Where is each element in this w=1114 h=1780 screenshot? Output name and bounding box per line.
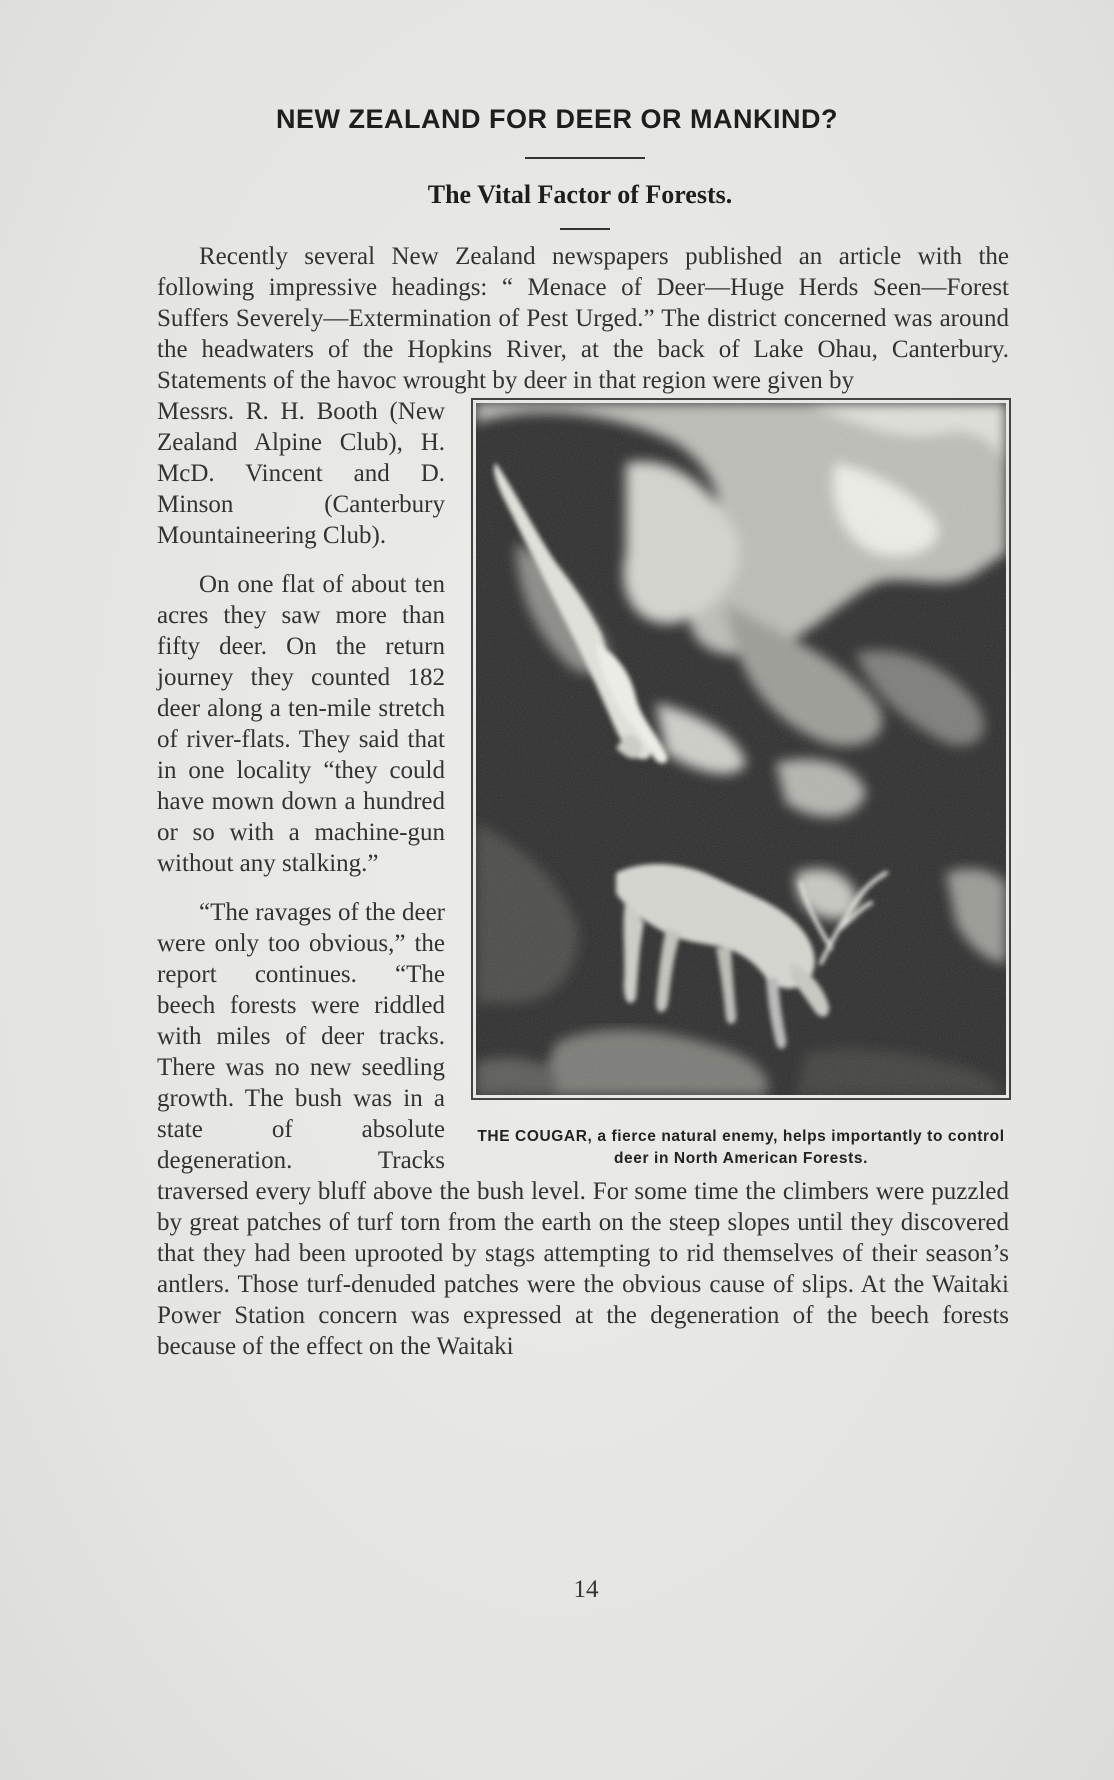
article-subtitle: The Vital Factor of Forests. <box>427 180 733 209</box>
cougar-figure <box>471 398 1011 1170</box>
paragraph-3: “The ravages of the deer were only too obvious,” the report continues. “The beech forests were riddled with miles of deer tracks. There was no new seedling growth. The bush was in a state of absolute degeneration. Tracks traversed every bluff above the bush level. For some time the climbers were puzzled by great patches of turf torn from the earth on the steep slopes until they discovered that they had been uprooted by stags attempting to rid themselves of their season’s antlers. Those turf-denuded patches were the obvious cause of slips. At the Waitaki Power Station concern was expressed at the degeneration of the beech forests because of the effect on the Waitaki <box>157 899 1009 1360</box>
title-rule <box>525 157 645 159</box>
article-body <box>157 241 1009 1362</box>
caption-lead: THE COUGAR, <box>477 1128 593 1145</box>
paragraph-1-rest: Messrs. R. H. Booth (New Zealand Alpine Club), H. McD. Vincent and D. Minson (Canterbury Mountaineering Club). <box>157 398 445 549</box>
subtitle-rule <box>560 228 610 230</box>
caption-rest: a fierce natural enemy, helps importantly to control deer in North American Forests. <box>592 1128 1005 1167</box>
paragraph-2: On one flat of about ten acres they saw more than fifty deer. On the return journey they counted 182 deer along a ten-mile stretch of river-flats. They said that in one locality “they could have mown down a hundred or so with a machine-gun without any stalking.” <box>157 571 445 877</box>
article-title: NEW ZEALAND FOR DEER OR MANKIND? <box>276 104 838 134</box>
figure-caption <box>471 1126 1011 1170</box>
cougar-photo <box>471 398 1011 1100</box>
cougar-deer-image <box>476 403 1006 1095</box>
paragraph-1-lead: Recently several New Zealand newspapers published an article with the following impressive headings: “ Menace of Deer—Huge Herds Seen—Forest Suffers Severely—Extermination of Pest Urged.” The district concerned was around the headwaters of the Hopkins River, at the back of Lake Ohau, Canterbury. Statements of the havoc wrought by deer in that region were given by <box>157 243 1009 394</box>
page-number: 14 <box>573 1576 599 1603</box>
